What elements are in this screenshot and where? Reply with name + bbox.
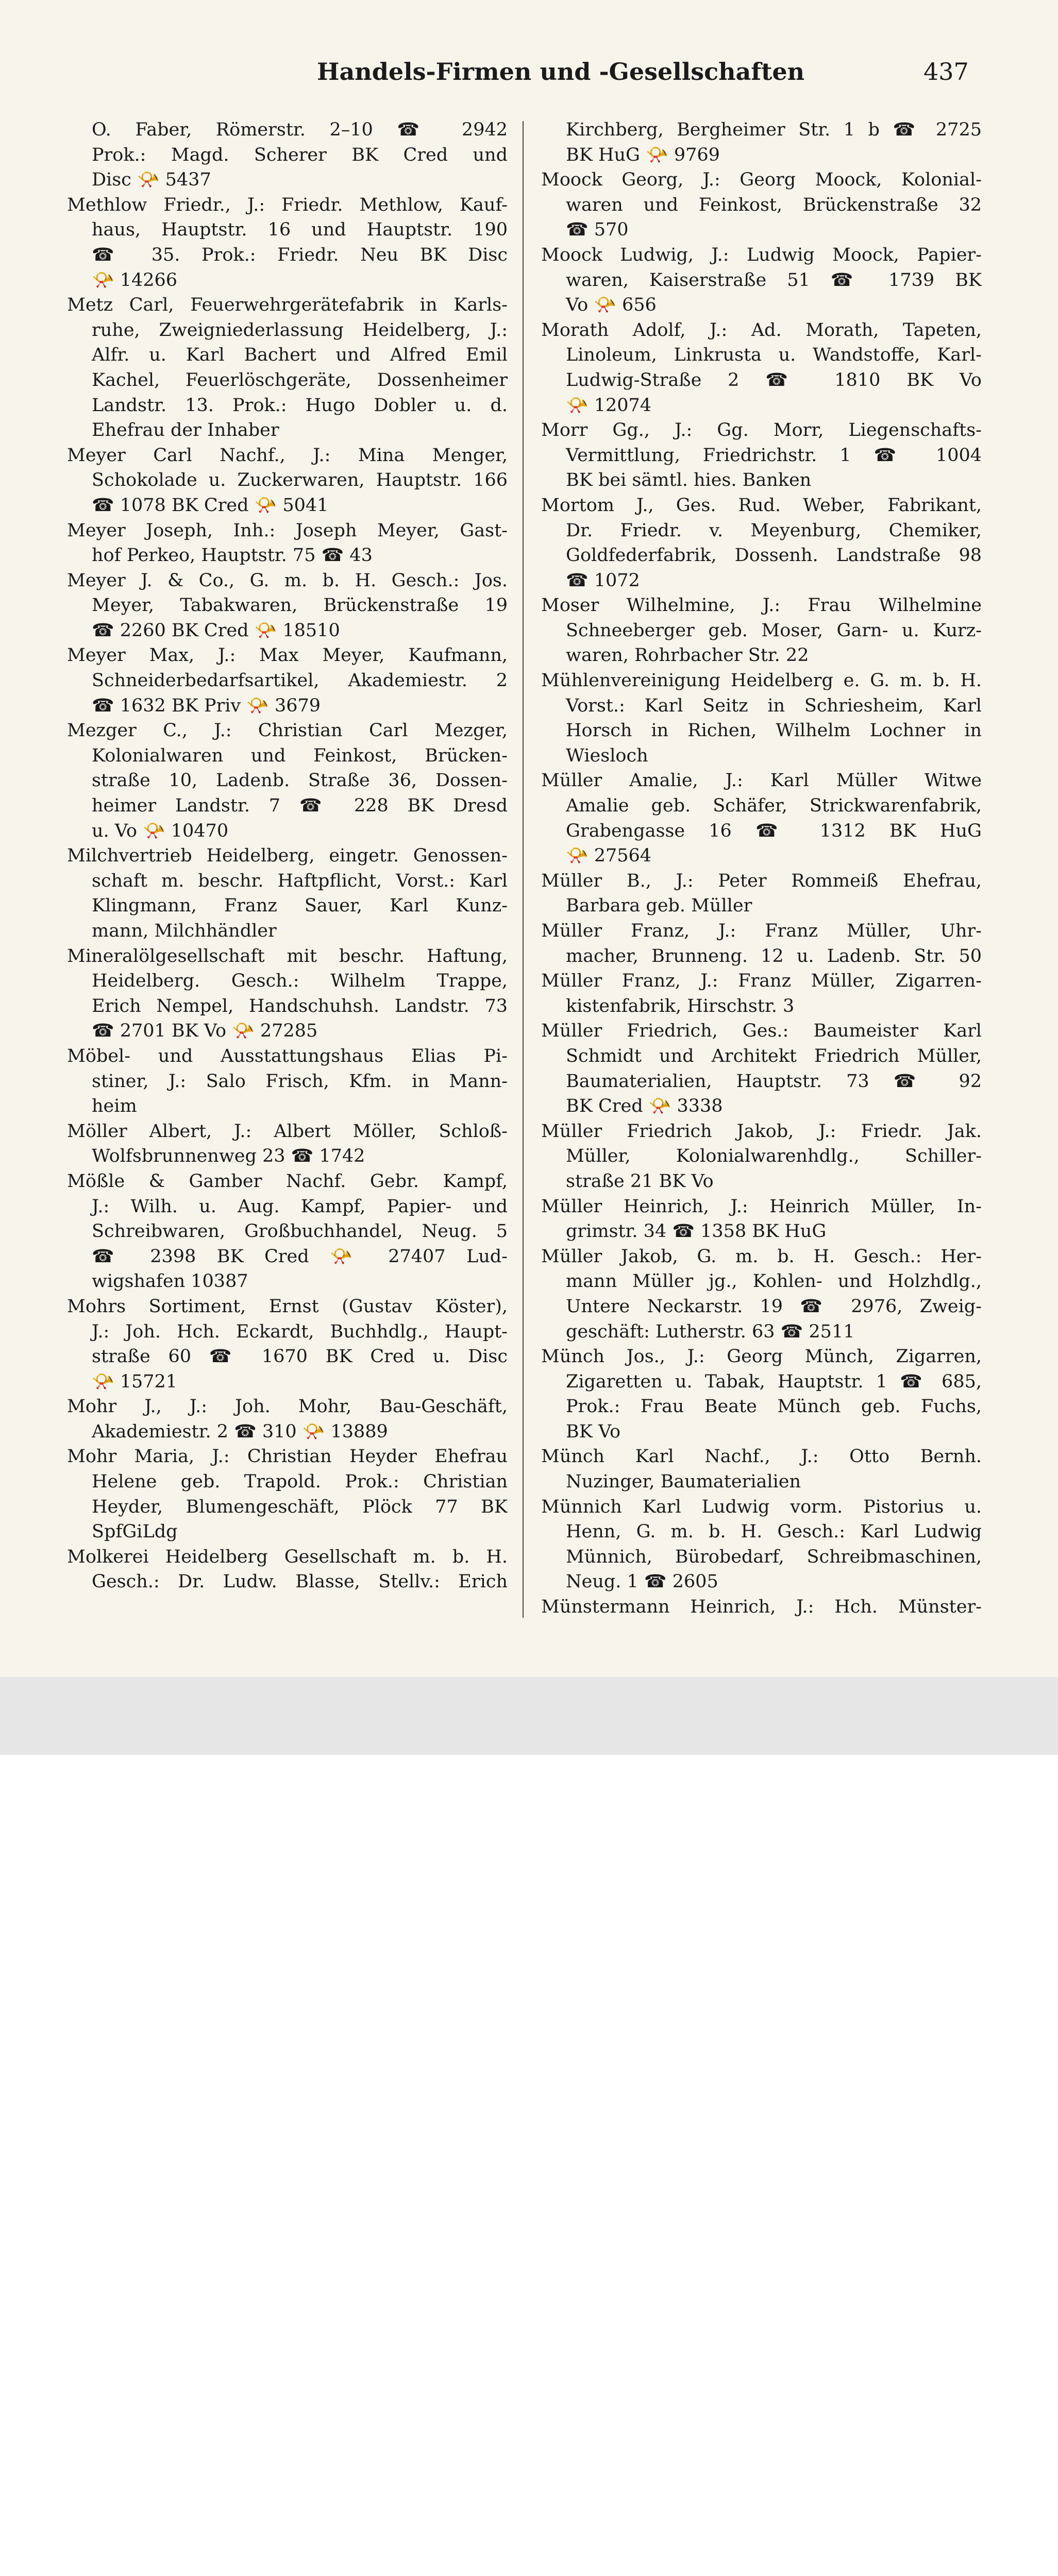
entry-line: wigshafen 10387 (92, 1271, 248, 1292)
entry-line: Müller Jakob, G. m. b. H. Gesch.: Her- (541, 1246, 982, 1267)
entry-line: macher, Brunneng. 12 u. Ladenb. Str. 50 (566, 945, 982, 967)
entry-line: Kolonialwaren und Feinkost, Brücken- (92, 745, 508, 766)
page-number: 437 (923, 58, 969, 86)
page-header-title: Handels-Firmen und -Gesellschaften (317, 58, 805, 86)
entry-line: Amalie geb. Schäfer, Strickwarenfabrik, (566, 795, 982, 817)
entry-line: Heidelberg. Gesch.: Wilhelm Trappe, (92, 971, 508, 992)
entry-line: Linoleum, Linkrusta u. Wandstoffe, Karl- (566, 345, 982, 366)
entry-line: Mortom J., Ges. Rud. Weber, Fabrikant, (541, 495, 982, 516)
entry-line: ☎ 570 (566, 219, 629, 241)
entry-line: ☎ 1078 BK Cred 📯 5041 (92, 495, 329, 516)
entry-line: ruhe, Zweigniederlassung Heidelberg, J.: (92, 319, 508, 341)
entry-line: Methlow Friedr., J.: Friedr. Methlow, Kauf- (67, 194, 508, 215)
entry-line: Müller Amalie, J.: Karl Müller Witwe (541, 770, 982, 791)
entry-line: schaft m. beschr. Haftpflicht, Vorst.: Karl (92, 870, 508, 891)
entry-line: Müller Heinrich, J.: Heinrich Müller, In- (541, 1196, 982, 1217)
entry-line: Meyer J. & Co., G. m. b. H. Gesch.: Jos. (67, 570, 508, 591)
entry-line: ☎ 2398 BK Cred 📯 27407 Lud- (92, 1246, 508, 1267)
entry-line: Mohrs Sortiment, Ernst (Gustav Köster), (67, 1296, 508, 1317)
entry-line: Baumaterialien, Hauptstr. 73 ☎ 92 (566, 1071, 982, 1092)
entry-line: Erich Nempel, Handschuhsh. Landstr. 73 (92, 995, 508, 1016)
entry-line: Meyer, Tabakwaren, Brückenstraße 19 (92, 595, 508, 616)
entry-line: J.: Joh. Hch. Eckardt, Buchhdlg., Haupt- (92, 1321, 508, 1342)
entry-line: Münch Jos., J.: Georg Münch, Zigarren, (541, 1346, 982, 1367)
entry-line: Kachel, Feuerlöschgeräte, Dossenheimer (92, 369, 508, 391)
entry-line: mann Müller jg., Kohlen- und Holzhdlg., (566, 1271, 982, 1292)
entry-line: Ludwig-Straße 2 ☎ 1810 BK Vo (566, 369, 982, 391)
entry-line: Alfr. u. Karl Bachert und Alfred Emil (92, 345, 508, 366)
entry-line: Müller, Kolonialwarenhdlg., Schiller- (566, 1146, 982, 1167)
entry-line: Moser Wilhelmine, J.: Frau Wilhelmine (541, 595, 982, 616)
footer-bar (0, 1677, 1058, 1755)
entry-line: mann, Milchhändler (92, 921, 277, 941)
entry-line: hof Perkeo, Hauptstr. 75 ☎ 43 (92, 545, 373, 566)
entry-line: straße 21 BK Vo (566, 1171, 714, 1192)
entry-line: Meyer Carl Nachf., J.: Mina Menger, (67, 445, 508, 466)
entry-line: Henn, G. m. b. H. Gesch.: Karl Ludwig (566, 1521, 982, 1543)
entry-line: Münstermann Heinrich, J.: Hch. Münster- (541, 1597, 982, 1618)
entry-line: Milchvertrieb Heidelberg, eingetr. Genossen- (67, 845, 508, 867)
entry-line: ☎ 1632 BK Priv 📯 3679 (92, 695, 321, 716)
entry-line: BK bei sämtl. hies. Banken (566, 470, 812, 491)
entry-line: O. Faber, Römerstr. 2–10 ☎ 2942 (92, 120, 508, 140)
entry-line: Müller Friedrich Jakob, J.: Friedr. Jak. (541, 1121, 982, 1142)
entry-line: Mineralölgesellschaft mit beschr. Haftung, (67, 945, 508, 967)
right-column (541, 117, 982, 1620)
entry-line: Müller Franz, J.: Franz Müller, Uhr- (541, 921, 982, 941)
entry-line: Akademiestr. 2 ☎ 310 📯 13889 (92, 1421, 388, 1442)
entry-line: BK Vo (566, 1421, 621, 1442)
entry-line: Kirchberg, Bergheimer Str. 1 b ☎ 2725 (566, 120, 982, 140)
entry-line: Meyer Joseph, Inh.: Joseph Meyer, Gast- (67, 520, 508, 541)
entry-line: 📯 27564 (566, 845, 652, 867)
entry-line: heim (92, 1096, 137, 1117)
entry-line: Münch Karl Nachf., J.: Otto Bernh. (541, 1446, 982, 1467)
entry-line: Münnich Karl Ludwig vorm. Pistorius u. (541, 1496, 982, 1517)
entry-line: ☎ 1072 (566, 570, 640, 591)
entry-line: Metz Carl, Feuerwehrgerätefabrik in Karls- (67, 295, 508, 316)
entry-line: Prok.: Frau Beate Münch geb. Fuchs, (566, 1396, 982, 1417)
entry-line: Moock Georg, J.: Georg Moock, Kolonial- (541, 170, 982, 191)
entry-line: Moock Ludwig, J.: Ludwig Moock, Papier- (541, 244, 982, 265)
entry-line: Disc 📯 5437 (92, 170, 211, 191)
entry-line: waren, Kaiserstraße 51 ☎ 1739 BK (566, 269, 982, 291)
entry-line: Mohr Maria, J.: Christian Heyder Ehefrau (67, 1446, 508, 1467)
entry-line: J.: Wilh. u. Aug. Kampf, Papier- und (92, 1196, 508, 1217)
entry-line: ☎ 2701 BK Vo 📯 27285 (92, 1021, 318, 1042)
entry-line: Heyder, Blumengeschäft, Plöck 77 BK (92, 1496, 508, 1517)
entry-line: SpfGiLdg (92, 1521, 178, 1543)
entry-line: Meyer Max, J.: Max Meyer, Kaufmann, (67, 645, 508, 666)
entry-line: Wiesloch (566, 745, 648, 766)
entry-line: Schokolade u. Zuckerwaren, Hauptstr. 166 (92, 470, 508, 491)
entry-line: haus, Hauptstr. 16 und Hauptstr. 190 (92, 219, 508, 241)
entry-line: Schmidt und Architekt Friedrich Müller, (566, 1045, 982, 1066)
entry-line: Goldfederfabrik, Dossenh. Landstraße 98 (566, 545, 982, 566)
entry-line: Vermittlung, Friedrichstr. 1 ☎ 1004 (566, 445, 982, 466)
entry-line: Schreibwaren, Großbuchhandel, Neug. 5 (92, 1221, 508, 1242)
entry-line: stiner, J.: Salo Frisch, Kfm. in Mann- (92, 1071, 508, 1092)
entry-line: straße 60 ☎ 1670 BK Cred u. Disc (92, 1346, 508, 1367)
entry-line: BK HuG 📯 9769 (566, 144, 720, 165)
left-column (67, 117, 508, 1595)
entry-line: grimstr. 34 ☎ 1358 BK HuG (566, 1221, 827, 1242)
entry-line: Molkerei Heidelberg Gesellschaft m. b. H. (67, 1546, 508, 1567)
entry-line: Helene geb. Trapold. Prok.: Christian (92, 1471, 508, 1493)
entry-line: kistenfabrik, Hirschstr. 3 (566, 995, 795, 1016)
entry-line: Morath Adolf, J.: Ad. Morath, Tapeten, (541, 319, 982, 341)
entry-line: Mezger C., J.: Christian Carl Mezger, (67, 720, 508, 741)
entry-line: Morr Gg., J.: Gg. Morr, Liegenschafts- (541, 420, 982, 441)
entry-line: geschäft: Lutherstr. 63 ☎ 2511 (566, 1321, 855, 1342)
entry-line: Landstr. 13. Prok.: Hugo Dobler u. d. (92, 395, 508, 416)
entry-line: Vorst.: Karl Seitz in Schriesheim, Karl (566, 695, 982, 716)
entry-line: u. Vo 📯 10470 (92, 820, 229, 841)
entry-line: Wolfsbrunnenweg 23 ☎ 1742 (92, 1146, 365, 1167)
entry-line: Mohr J., J.: Joh. Mohr, Bau-Geschäft, (67, 1396, 508, 1417)
entry-line: Gesch.: Dr. Ludw. Blasse, Stellv.: Erich (92, 1571, 508, 1592)
entry-line: Nuzinger, Baumaterialien (566, 1471, 801, 1493)
entry-line: Untere Neckarstr. 19 ☎ 2976, Zweig- (566, 1296, 982, 1317)
entry-line: Mühlenvereinigung Heidelberg e. G. m. b. H. (541, 670, 982, 691)
entry-line: Möller Albert, J.: Albert Möller, Schloß- (67, 1121, 508, 1142)
entry-line: Möbel- und Ausstattungshaus Elias Pi- (67, 1045, 508, 1066)
entry-line: 📯 12074 (566, 395, 652, 416)
entry-line: Zigaretten u. Tabak, Hauptstr. 1 ☎ 685, (566, 1371, 982, 1392)
entry-line: Müller Friedrich, Ges.: Baumeister Karl (541, 1021, 982, 1042)
entry-line: 📯 15721 (92, 1371, 178, 1392)
entry-line: straße 10, Ladenb. Straße 36, Dossen- (92, 770, 508, 791)
entry-line: Münnich, Bürobedarf, Schreibmaschinen, (566, 1546, 982, 1567)
entry-line: waren und Feinkost, Brückenstraße 32 (566, 194, 982, 215)
entry-line: Grabengasse 16 ☎ 1312 BK HuG (566, 820, 982, 841)
entry-line: Neug. 1 ☎ 2605 (566, 1571, 718, 1592)
entry-line: heimer Landstr. 7 ☎ 228 BK Dresd (92, 795, 508, 817)
entry-line: Horsch in Richen, Wilhelm Lochner in (566, 720, 982, 741)
entry-line: Müller B., J.: Peter Rommeiß Ehefrau, (541, 870, 982, 891)
entry-line: Müller Franz, J.: Franz Müller, Zigarren- (541, 971, 982, 992)
entry-line: Klingmann, Franz Sauer, Karl Kunz- (92, 895, 508, 917)
column-divider (523, 121, 524, 1618)
entry-line: Dr. Friedr. v. Meyenburg, Chemiker, (566, 520, 982, 541)
entry-line: ☎ 2260 BK Cred 📯 18510 (92, 620, 340, 641)
entry-line: ☎ 35. Prok.: Friedr. Neu BK Disc (92, 244, 508, 265)
entry-line: 📯 14266 (92, 269, 178, 291)
entry-line: Prok.: Magd. Scherer BK Cred und (92, 144, 508, 165)
entry-line: Ehefrau der Inhaber (92, 420, 279, 441)
entry-line: Mößle & Gamber Nachf. Gebr. Kampf, (67, 1171, 508, 1192)
entry-line: waren, Rohrbacher Str. 22 (566, 645, 809, 666)
entry-line: Schneeberger geb. Moser, Garn- u. Kurz- (566, 620, 982, 641)
entry-line: Vo 📯 656 (566, 295, 657, 316)
entry-line: BK Cred 📯 3338 (566, 1096, 723, 1117)
entry-line: Schneiderbedarfsartikel, Akademiestr. 2 (92, 670, 508, 691)
entry-line: Barbara geb. Müller (566, 895, 752, 917)
